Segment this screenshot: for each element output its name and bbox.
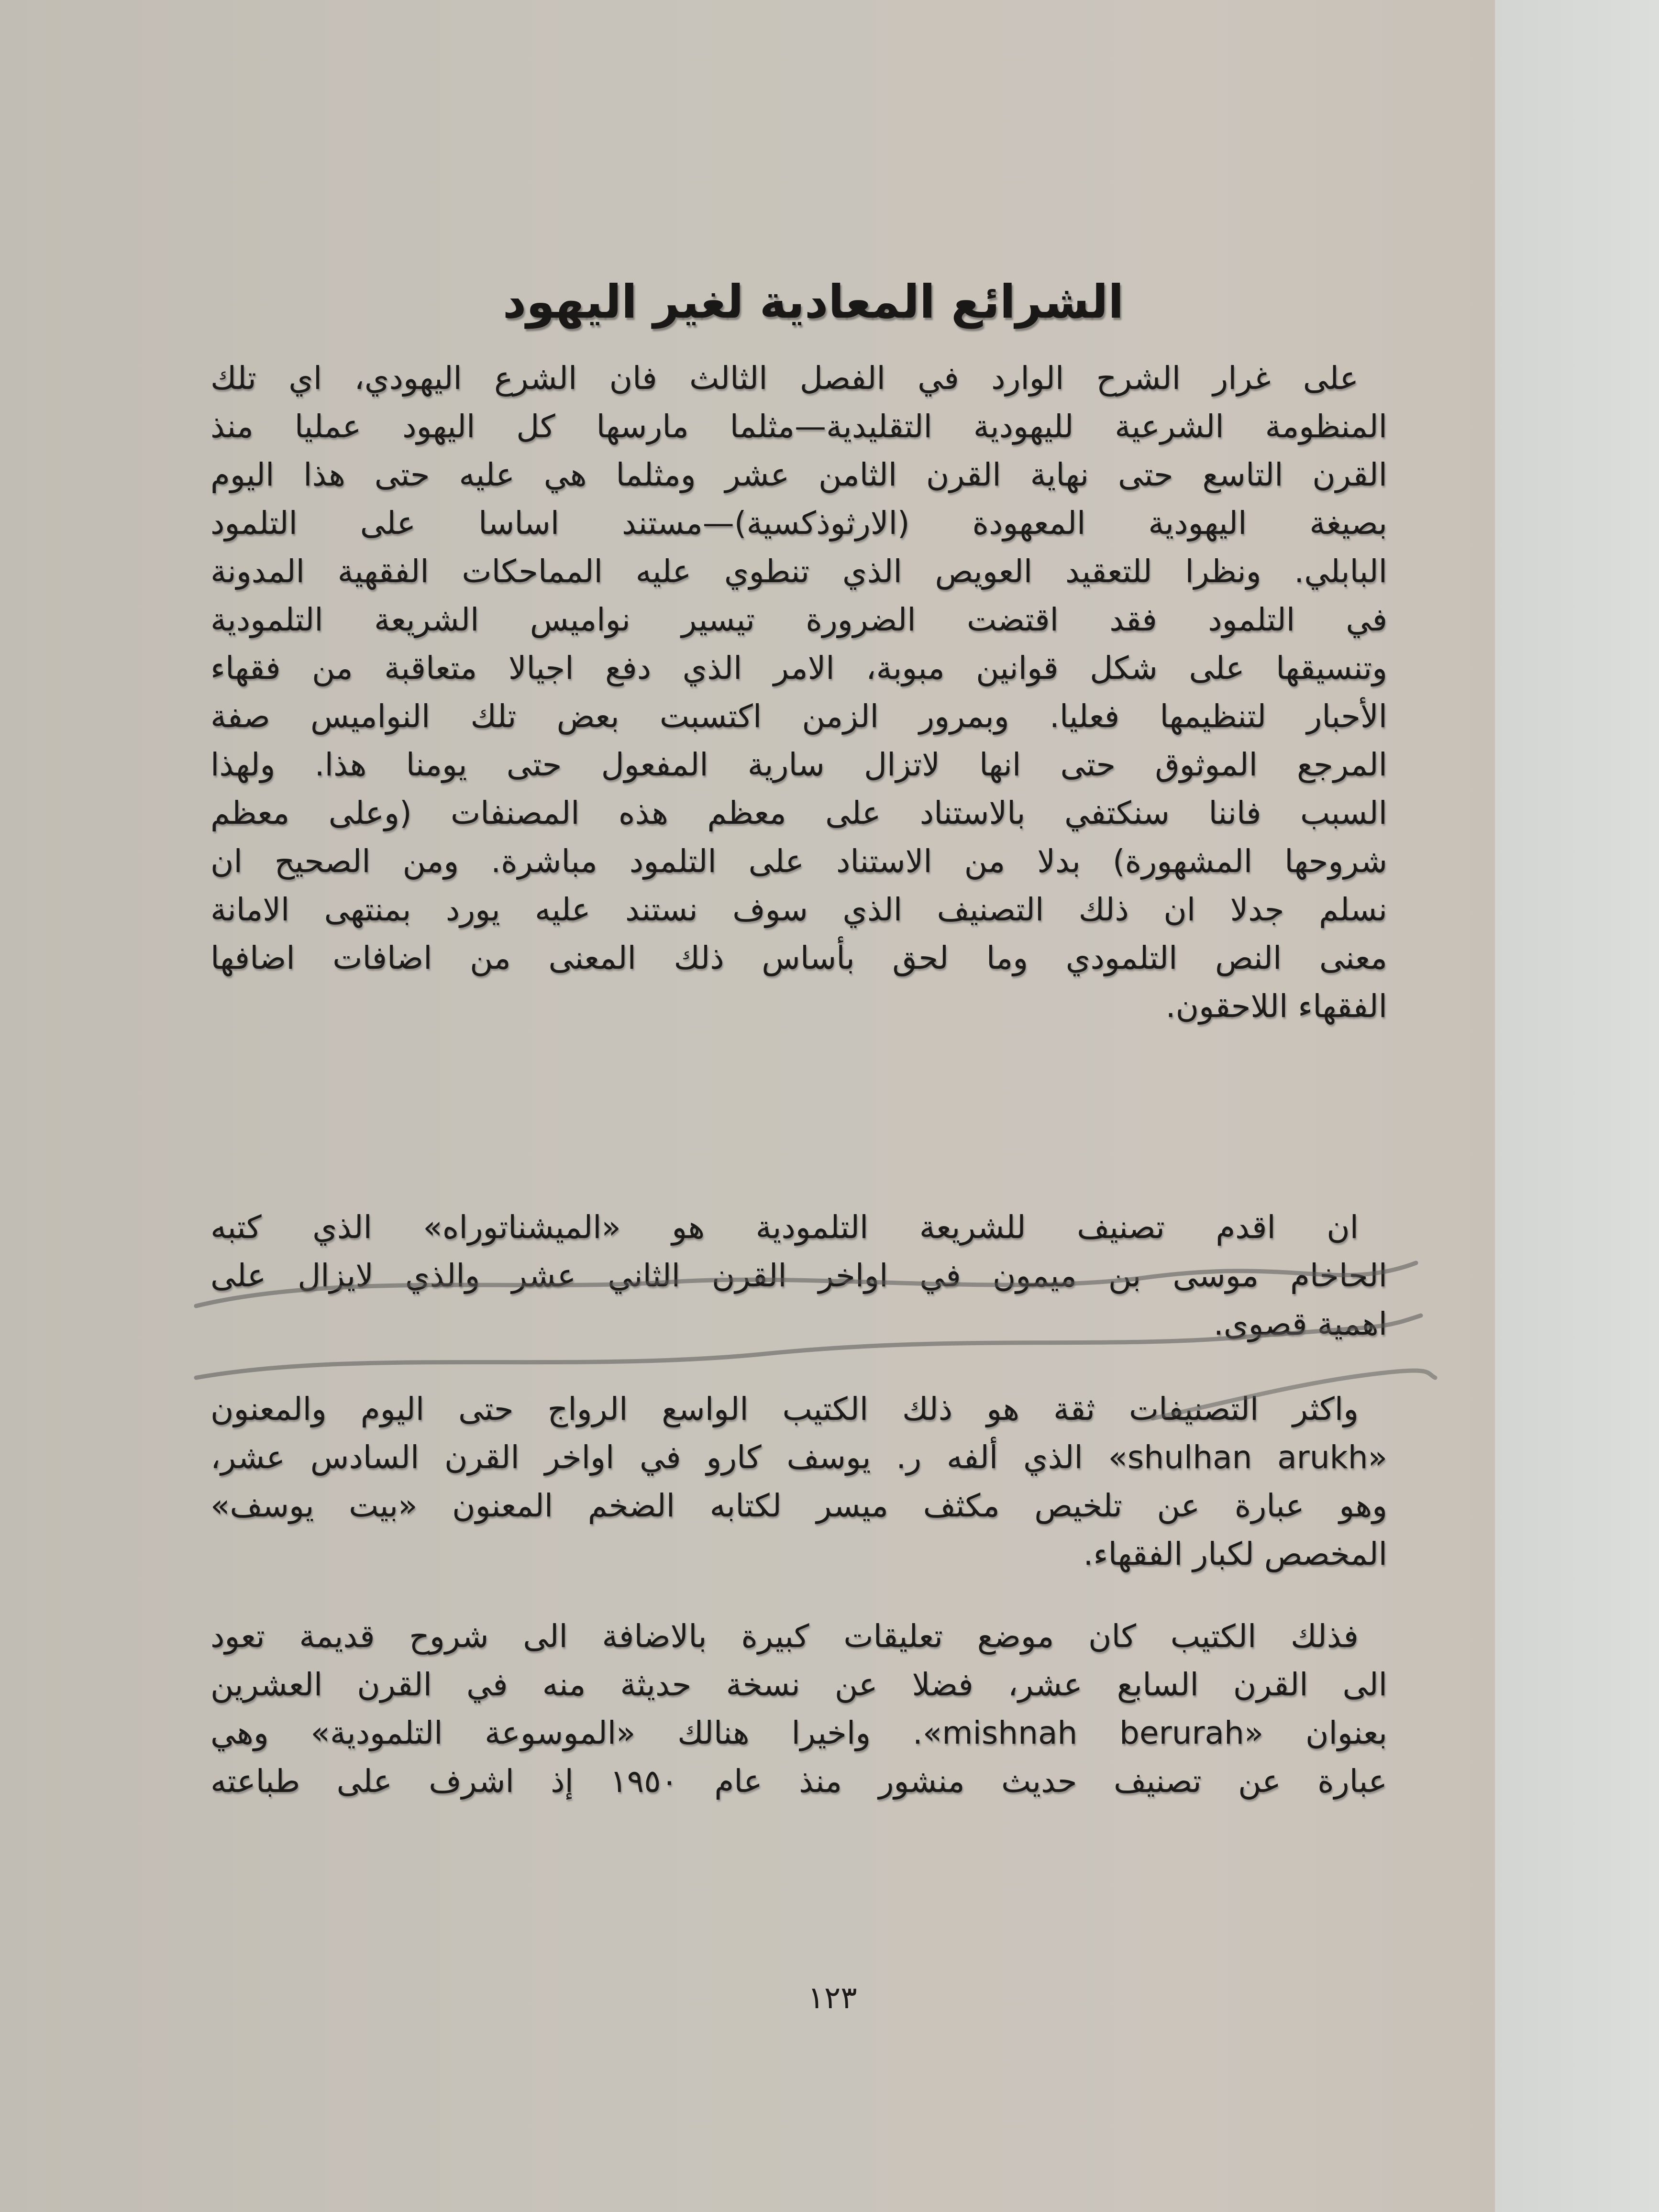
text-line: المرجع الموثوق حتى انها لاتزال سارية المفعول حتى يومنا هذا. ولهذا (210, 746, 1387, 783)
text-line: في التلمود فقد اقتضت الضرورة تيسير نواميس الشريعة التلمودية (210, 601, 1387, 638)
text-line: واكثر التصنيفات ثقة هو ذلك الكتيب الواسع الرواج حتى اليوم والمعنون (210, 1391, 1359, 1427)
text-line: اهمية قصوى. (1213, 1305, 1387, 1342)
text-line: الى القرن السابع عشر، فضلا عن نسخة حديثة منه في القرن العشرين (210, 1666, 1387, 1703)
page-title: الشرائع المعادية لغير اليهود (502, 275, 1124, 329)
text-line: وتنسيقها على شكل قوانين مبوبة، الامر الذي دفع اجيالا متعاقبة من فقهاء (210, 650, 1387, 686)
text-line: معنى النص التلمودي وما لحق بأساس ذلك المعنى من اضافات اضافها (210, 940, 1387, 976)
text-line: نسلم جدلا ان ذلك التصنيف الذي سوف نستند عليه يورد بمنتهى الامانة (210, 891, 1387, 928)
text-line: المنظومة الشرعية لليهودية التقليدية—مثلما مارسها كل اليهود عمليا منذ (210, 408, 1387, 445)
text-line: «shulhan arukh» الذي ألفه ر. يوسف كارو في اواخر القرن السادس عشر، (210, 1439, 1387, 1476)
paragraph-1 (210, 354, 1387, 1030)
text-line: فذلك الكتيب كان موضع تعليقات كبيرة بالاضافة الى شروح قديمة تعود (210, 1618, 1359, 1655)
text-line: على غرار الشرح الوارد في الفصل الثالث فان الشرع اليهودي، اي تلك (210, 360, 1359, 397)
text-line: المخصص لكبار الفقهاء. (1083, 1536, 1387, 1572)
text-line: الحاخام موسى بن ميمون في اواخر القرن الثاني عشر والذي لايزال على (210, 1257, 1387, 1294)
text-line: البابلي. ونظرا للتعقيد العويص الذي تنطوي عليه المماحكات الفقهية المدونة (210, 553, 1387, 590)
text-line: القرن التاسع حتى نهاية القرن الثامن عشر ومثلما هي عليه حتى هذا اليوم (210, 456, 1387, 493)
text-line: عبارة عن تصنيف حديث منشور منذ عام ١٩٥٠ إذ اشرف على طباعته (210, 1763, 1388, 1800)
background-surface (1495, 0, 1659, 2212)
text-line: بعنوان «mishnah berurah». واخيرا هنالك «الموسوعة التلمودية» وهي (210, 1714, 1387, 1751)
text-line: شروحها المشهورة) بدلا من الاستناد على التلمود مباشرة. ومن الصحيح ان (210, 843, 1387, 880)
paragraph-4 (210, 1612, 1387, 1805)
text-line: وهو عبارة عن تلخيص مكثف ميسر لكتابه الضخم المعنون «بيت يوسف» (210, 1487, 1387, 1524)
page-number: ١٢٣ (807, 1980, 857, 2016)
text-line: الفقهاء اللاحقون. (1165, 988, 1387, 1025)
text-line: ان اقدم تصنيف للشريعة التلمودية هو «الميشناتوراه» الذي كتبه (210, 1209, 1359, 1246)
pencil-stroke-icon (1148, 1366, 1445, 1423)
text-line: بصيغة اليهودية المعهودة (الارثوذكسية)—مستند اساسا على التلمود (210, 505, 1387, 542)
text-line: الأحبار لتنظيمها فعليا. وبمرور الزمن اكتسبت بعض تلك النواميس صفة (210, 698, 1387, 735)
text-line: السبب فاننا سنكتفي بالاستناد على معظم هذه المصنفات (وعلى معظم (210, 795, 1387, 831)
